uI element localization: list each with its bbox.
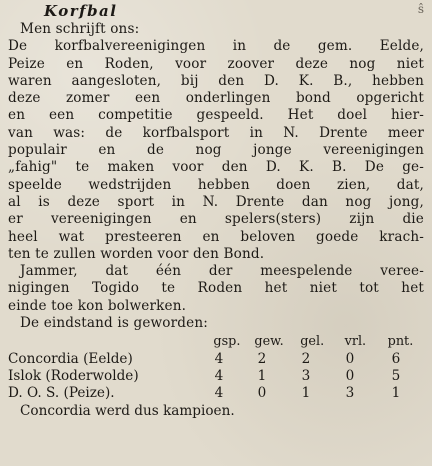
article-heading: Korfbal xyxy=(44,2,118,20)
team-column-header xyxy=(8,333,206,350)
table-cell: 1 xyxy=(301,385,311,402)
team-name: D. O. S. (Peize). xyxy=(8,385,115,402)
table-cell: 4 xyxy=(214,350,224,367)
text-line: nigingen Togido te Roden het niet tot het xyxy=(8,280,424,297)
text-line: al is deze sport in N. Drente dan nog jong, xyxy=(8,193,424,210)
team-name: Islok (Roderwolde) xyxy=(8,367,139,384)
text-line: waren aangesloten, bij den D. K. B., hebben xyxy=(8,72,424,89)
table-cell: 5 xyxy=(391,367,401,384)
text-line: heel wat presteeren en beloven goede krach- xyxy=(8,228,424,245)
text-line: einde toe kon bolwerken. xyxy=(8,297,187,314)
text-line: speelde wedstrijden hebben doen zien, dat, xyxy=(8,176,424,193)
text-line: en een competitie gespeeld. Het doel hier- xyxy=(8,107,424,124)
table-cell: 2 xyxy=(301,350,311,367)
table-cell: 3 xyxy=(345,385,355,402)
standings-intro: De eindstand is geworden: xyxy=(20,315,208,332)
text-line: populair en de nog jonge vereenigingen xyxy=(8,142,424,159)
table-cell: 2 xyxy=(257,350,267,367)
table-row xyxy=(8,351,424,368)
text-line: Jammer, dat één der meespelende veree- xyxy=(20,263,424,280)
table-cell: 0 xyxy=(345,367,355,384)
table-cell: 3 xyxy=(301,367,311,384)
text-line: van was: de korfbalsport in N. Drente meer xyxy=(8,124,424,141)
column-header: gel. xyxy=(300,334,325,350)
table-cell: 4 xyxy=(214,367,224,384)
table-cell: 1 xyxy=(257,367,267,384)
table-cell: 4 xyxy=(214,385,224,402)
table-row xyxy=(8,368,424,385)
column-header: gsp. xyxy=(213,334,241,350)
paragraph-1 xyxy=(8,38,424,263)
column-header: gew. xyxy=(254,334,284,350)
paragraph-2 xyxy=(8,263,424,315)
table-row xyxy=(8,385,424,402)
column-header: pnt. xyxy=(387,334,414,350)
text-line: Peize en Roden, voor zoover deze nog niet xyxy=(8,55,424,72)
text-line: ten te zullen worden voor den Bond. xyxy=(8,245,265,262)
standings-table xyxy=(8,333,424,402)
text-line: er vereenigingen en spelers(sters) zijn die xyxy=(8,211,424,228)
text-line: „fahig" te maken voor den D. K. B. De ge- xyxy=(8,159,424,176)
standings-header-row xyxy=(8,333,424,350)
table-cell: 6 xyxy=(391,350,401,367)
closing-line: Concordia werd dus kampioen. xyxy=(20,402,235,419)
table-cell: 0 xyxy=(345,350,355,367)
column-header: vrl. xyxy=(344,334,367,350)
corner-mark: ŝ xyxy=(417,2,424,16)
table-cell: 0 xyxy=(257,385,267,402)
text-line: deze zomer een onderlingen bond opgericht xyxy=(8,90,424,107)
text-line: De korfbalvereenigingen in de gem. Eelde, xyxy=(8,38,424,55)
table-cell: 1 xyxy=(391,385,401,402)
team-name: Concordia (Eelde) xyxy=(8,350,133,367)
intro-line: Men schrijft ons: xyxy=(20,21,140,37)
